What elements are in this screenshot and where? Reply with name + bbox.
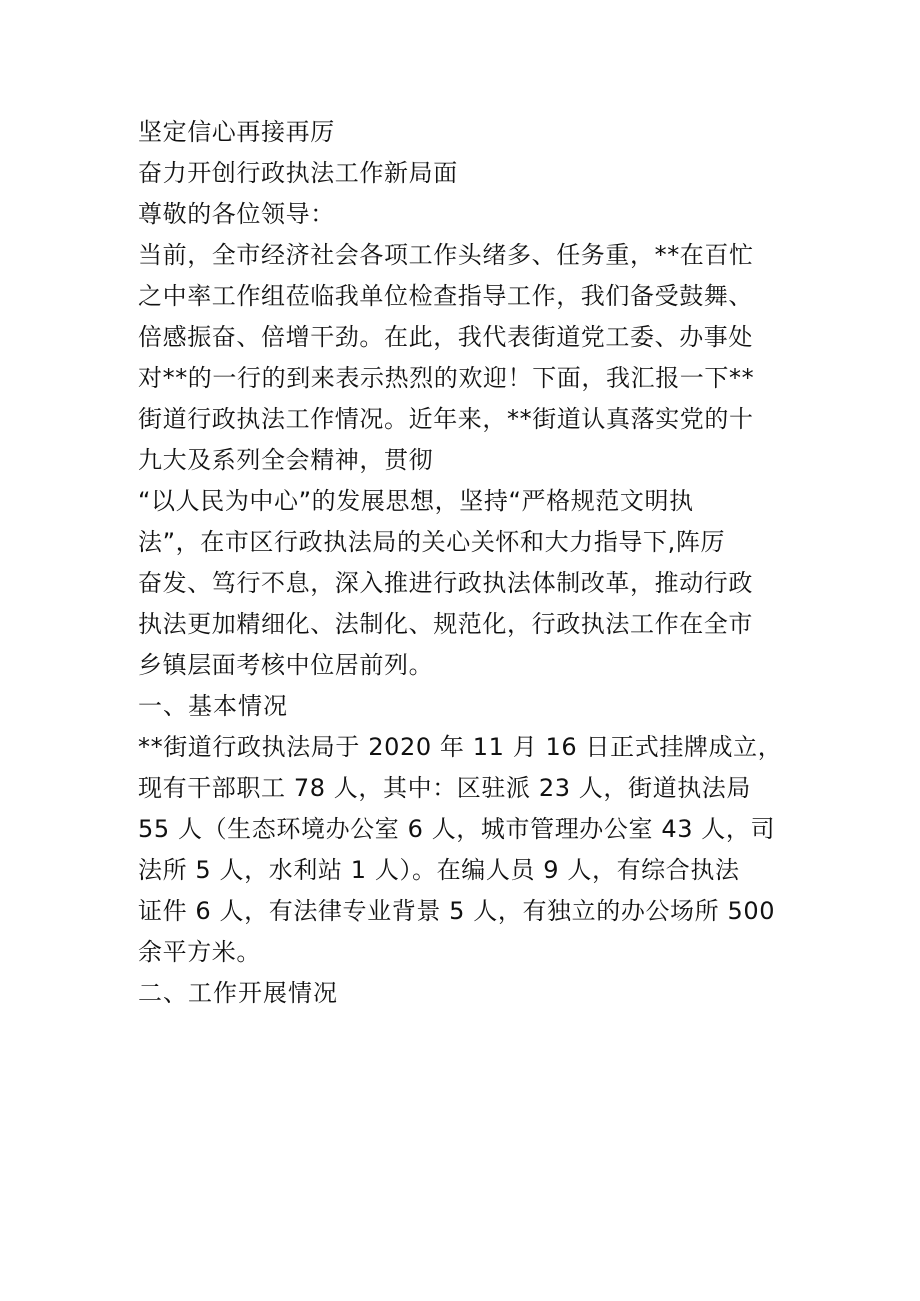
intro-paragraph — [138, 235, 798, 481]
paragraph-line: 法”，在市区行政执法局的关心关怀和大力指导下,阵厉 — [138, 528, 726, 556]
section-heading-work: 二、工作开展情况 — [138, 979, 338, 1007]
paragraph-line: 街道行政执法工作情况。近年来，**街道认真落实党的十 — [138, 405, 754, 433]
paragraph-line: 奋发、笃行不息，深入推进行政执法体制改革，推动行政 — [138, 569, 753, 597]
intro-paragraph-2 — [138, 481, 798, 686]
paragraph-line: “以人民为中心”的发展思想，坚持“严格规范文明执 — [138, 487, 694, 515]
paragraph-line: 倍感振奋、倍增干劲。在此，我代表街道党工委、办事处 — [138, 323, 753, 351]
paragraph-line: 对**的一行的到来表示热烈的欢迎！下面，我汇报一下** — [138, 364, 755, 392]
paragraph-line: 现有干部职工 78 人，其中：区驻派 23 人，街道执法局 — [138, 774, 751, 802]
section-heading-basic: 一、基本情况 — [138, 692, 288, 720]
paragraph-line: 余平方米。 — [138, 938, 261, 966]
paragraph-line: 乡镇层面考核中位居前列。 — [138, 651, 434, 679]
basic-info-paragraph — [138, 727, 798, 973]
title-line-1: 坚定信心再接再厉 — [138, 118, 335, 146]
paragraph-line: 法所 5 人，水利站 1 人）。在编人员 9 人，有综合执法 — [138, 856, 740, 884]
document-body — [138, 112, 798, 1014]
title-line-2: 奋力开创行政执法工作新局面 — [138, 159, 458, 187]
paragraph-line: 55 人（生态环境办公室 6 人，城市管理办公室 43 人，司 — [138, 815, 776, 843]
paragraph-line: 当前，全市经济社会各项工作头绪多、任务重，**在百忙 — [138, 241, 754, 269]
paragraph-line: 九大及系列全会精神，贯彻 — [138, 446, 434, 474]
paragraph-line: 证件 6 人，有法律专业背景 5 人，有独立的办公场所 500 — [138, 897, 776, 925]
paragraph-line: **街道行政执法局于 2020 年 11 月 16 日正式挂牌成立， — [138, 733, 783, 761]
paragraph-line: 之中率工作组莅临我单位检查指导工作，我们备受鼓舞、 — [138, 282, 753, 310]
paragraph-line: 执法更加精细化、法制化、规范化，行政执法工作在全市 — [138, 610, 753, 638]
salutation: 尊敬的各位领导： — [138, 200, 335, 228]
